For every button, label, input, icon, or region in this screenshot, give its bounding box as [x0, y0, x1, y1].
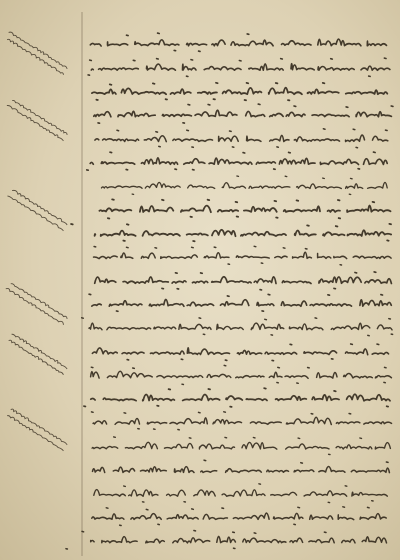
manuscript-line [99, 199, 390, 218]
manuscript-line [102, 176, 388, 195]
manuscript-line [91, 365, 392, 384]
margin-note [6, 281, 68, 325]
manuscript-line [94, 104, 393, 123]
manuscript-line [88, 58, 390, 76]
margin-note [7, 188, 68, 231]
manuscript-line [92, 437, 390, 455]
manuscript-line [95, 272, 392, 290]
manuscript-line [92, 83, 387, 101]
margin-note [5, 31, 68, 75]
manuscript-line [90, 33, 386, 51]
manuscript-line [66, 531, 387, 550]
manuscript-line [95, 129, 388, 148]
manuscript-line [93, 460, 390, 472]
margin-note [7, 98, 68, 141]
manuscript-line [92, 507, 386, 526]
manuscript-line [94, 484, 388, 503]
manuscript-line [92, 344, 388, 361]
manuscript-line [92, 412, 392, 430]
manuscript-line [89, 294, 391, 311]
margin-note [8, 333, 68, 375]
manuscript-line [87, 152, 387, 170]
manuscript-line [82, 318, 393, 336]
manuscript-line [94, 246, 392, 265]
margin-note [7, 408, 68, 451]
manuscript-line [71, 224, 391, 241]
manuscript-line [84, 388, 390, 407]
